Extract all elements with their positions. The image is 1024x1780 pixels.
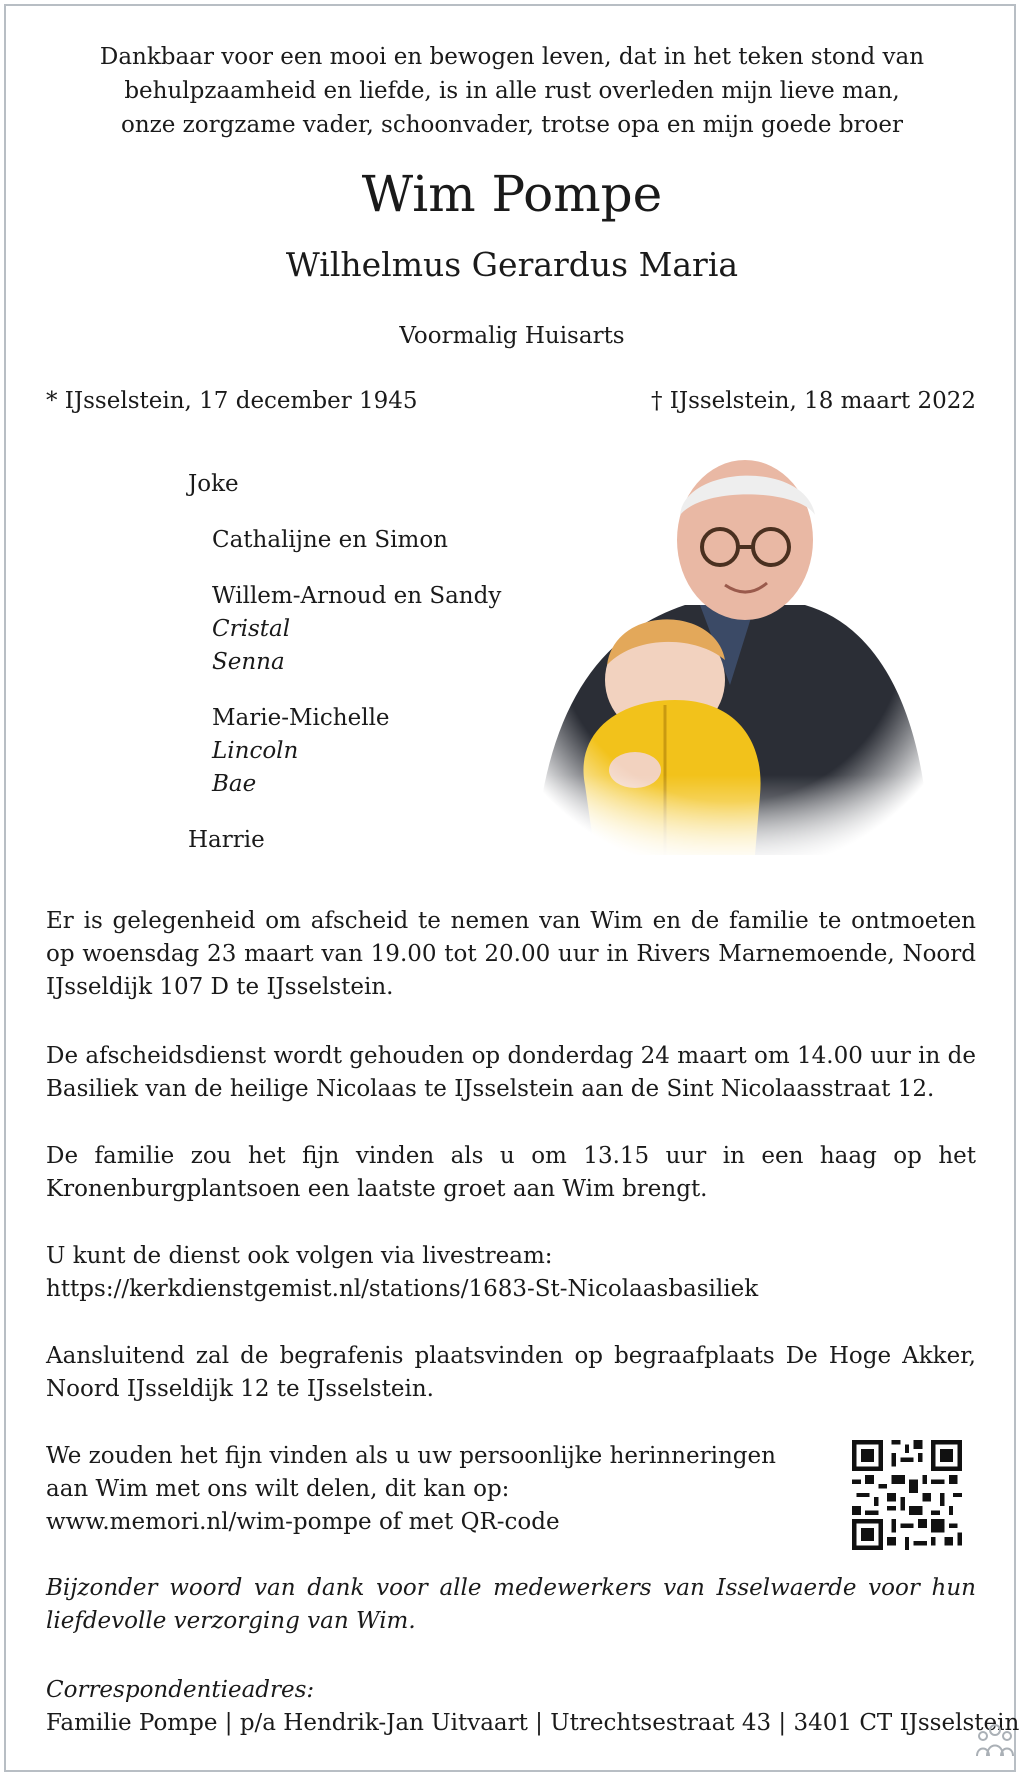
- paragraph-farewell: Er is gelegenheid om afscheid te nemen van Wim en de familie te ontmoeten op woensdag 23 maart van 19.00 tot 20.00 uur in Rivers Marnemoende, Noord IJsseldijk 107 D te IJsselstein.: [46, 908, 976, 1000]
- family-logo-icon: [975, 1722, 1015, 1758]
- family-sibling: Harrie: [188, 827, 265, 853]
- family-child-2: Willem-Arnoud en Sandy: [212, 583, 502, 609]
- memori-line-1: We zouden het fijn vinden als u uw persoonlijke herinneringen: [46, 1443, 776, 1469]
- deceased-name: Wim Pompe: [361, 165, 663, 223]
- qr-code-icon[interactable]: [852, 1440, 962, 1550]
- death-info: † IJsselstein, 18 maart 2022: [650, 388, 976, 414]
- family-grandchild-4: Bae: [212, 771, 257, 797]
- family-spouse: Joke: [188, 471, 239, 497]
- memori-link[interactable]: www.memori.nl/wim-pompe of met QR-code: [46, 1509, 560, 1535]
- family-child-1: Cathalijne en Simon: [212, 527, 448, 553]
- intro-text: [60, 40, 964, 142]
- paragraph-service: De afscheidsdienst wordt gehouden op donderdag 24 maart om 14.00 uur in de Basiliek van de heilige Nicolaas te IJsselstein aan de Sint Nicolaasstraat 12.: [46, 1043, 976, 1102]
- memori-line-2: aan Wim met ons wilt delen, dit kan op:: [46, 1476, 510, 1502]
- livestream-text: U kunt de dienst ook volgen via livestream:: [46, 1243, 553, 1269]
- birth-info: * IJsselstein, 17 december 1945: [46, 388, 418, 414]
- livestream-link[interactable]: https://kerkdienstgemist.nl/stations/1683-St-Nicolaasbasiliek: [46, 1276, 759, 1302]
- deceased-full-name: Wilhelmus Gerardus Maria: [285, 245, 739, 284]
- intro-line-2: behulpzaamheid en liefde, is in alle rust overleden mijn lieve man,: [124, 78, 900, 104]
- paragraph-burial: Aansluitend zal de begrafenis plaatsvinden op begraafplaats De Hoge Akker, Noord IJsseldijk 12 te IJsselstein.: [46, 1343, 976, 1402]
- family-grandchild-1: Cristal: [212, 616, 291, 642]
- family-grandchild-2: Senna: [212, 649, 285, 675]
- correspondence-address: Familie Pompe | p/a Hendrik-Jan Uitvaart | Utrechtsestraat 43 | 3401 CT IJsselstein: [46, 1710, 1020, 1736]
- paragraph-greeting: De familie zou het fijn vinden als u om 13.15 uur in een haag op het Kronenburgplantsoen een laatste groet aan Wim brengt.: [46, 1143, 976, 1202]
- intro-line-3: onze zorgzame vader, schoonvader, trotse opa en mijn goede broer: [120, 112, 903, 138]
- family-grandchild-3: Lincoln: [212, 738, 299, 764]
- portrait-photo: [515, 455, 945, 875]
- intro-line-1: Dankbaar voor een mooi en bewogen leven, dat in het teken stond van: [99, 44, 925, 70]
- paragraph-thanks: Bijzonder woord van dank voor alle medewerkers van Isselwaerde voor hun liefdevolle verzorging van Wim.: [46, 1575, 976, 1634]
- deceased-profession: Voormalig Huisarts: [399, 323, 625, 349]
- correspondence-label: Correspondentieadres:: [46, 1677, 315, 1703]
- family-child-3: Marie-Michelle: [212, 705, 390, 731]
